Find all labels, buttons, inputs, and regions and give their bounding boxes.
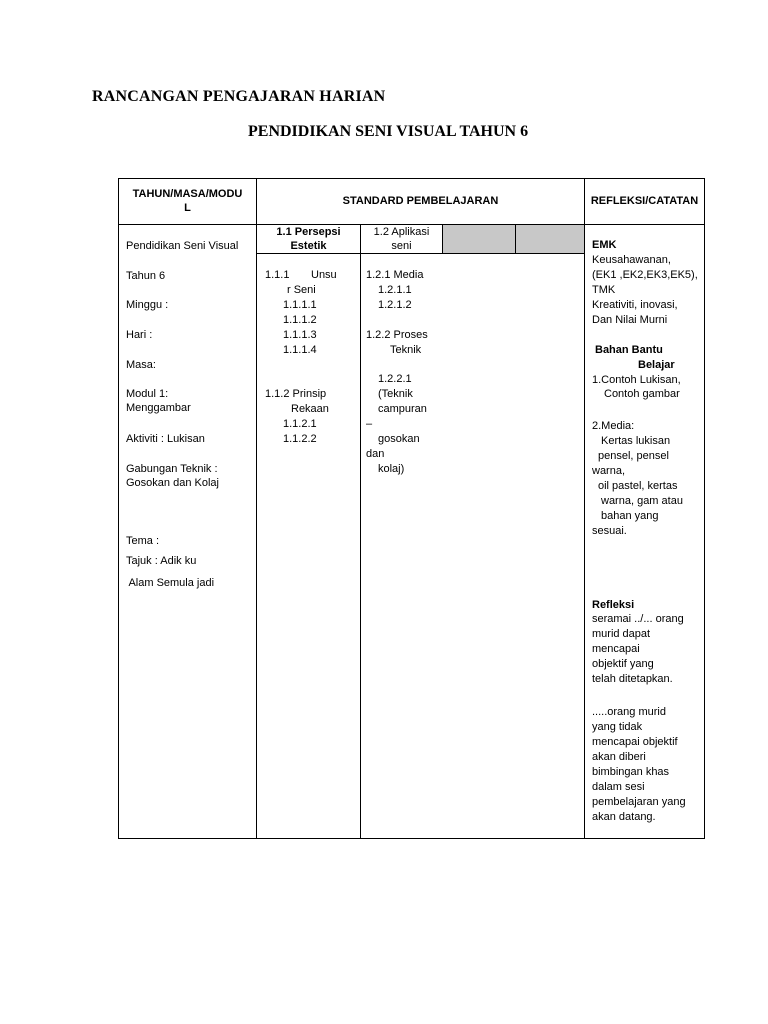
standard-code: 1.1.1 xyxy=(265,269,290,281)
emk-text: Dan Nilai Murni xyxy=(592,314,668,326)
refleksi-text: mencapai xyxy=(592,643,640,655)
subcolumn-rule xyxy=(360,224,361,839)
refleksi-text: dalam sesi xyxy=(592,781,645,793)
standard-text: gosokan xyxy=(378,433,420,445)
subheader-aplikasi-seni: 1.2 Aplikasi seni xyxy=(373,226,430,252)
column-rule xyxy=(256,178,257,839)
table-border-right xyxy=(704,178,705,839)
media-text: oil pastel, kertas xyxy=(598,480,678,492)
media-text: Kertas lukisan xyxy=(601,435,671,447)
refleksi-text: akan datang. xyxy=(592,811,656,823)
document-title: RANCANGAN PENGAJARAN HARIAN xyxy=(92,88,386,105)
standard-text: dan xyxy=(366,448,385,460)
technique-text: Gabungan Teknik : Gosokan dan Kolaj xyxy=(126,463,219,489)
year-text: Tahun 6 xyxy=(126,270,166,282)
module-text: Modul 1: Menggambar xyxy=(126,388,191,414)
standard-text: Teknik xyxy=(390,344,422,356)
bahan-text: 1.Contoh Lukisan, xyxy=(592,374,681,386)
bahan-bantu-label: Belajar xyxy=(638,359,675,371)
standard-code: 1.1.1.1 xyxy=(283,299,317,311)
media-text: sesuai. xyxy=(592,525,627,537)
header-refleksi-catatan: REFLEKSI/CATATAN xyxy=(590,195,699,207)
empty-header-cell xyxy=(516,225,584,253)
header-tahun-masa-modul: TAHUN/MASA/MODU L xyxy=(132,188,243,214)
bahan-text: Contoh gambar xyxy=(604,388,680,400)
column-rule xyxy=(584,178,585,839)
standard-code: 1.1.1.4 xyxy=(283,344,317,356)
standard-text: campuran xyxy=(378,403,427,415)
table-border-top xyxy=(118,178,705,179)
subcolumn-rule xyxy=(442,224,443,254)
standard-code: 1.1.1.3 xyxy=(283,329,317,341)
subject-text: Pendidikan Seni Visual xyxy=(126,240,239,252)
media-text: 2.Media: xyxy=(592,420,635,432)
media-text: pensel, pensel xyxy=(598,450,669,462)
refleksi-text: objektif yang xyxy=(592,658,654,670)
standard-text: (Teknik xyxy=(378,388,413,400)
refleksi-text: pembelajaran yang xyxy=(592,796,686,808)
standard-text: – xyxy=(366,418,373,430)
standard-code: 1.2.1.2 xyxy=(378,299,412,311)
standard-text: Unsu xyxy=(311,269,337,281)
subheader-persepsi-estetik: 1.1 Persepsi Estetik xyxy=(276,226,341,252)
emk-text: Keusahawanan, xyxy=(592,254,671,266)
time-text: Masa: xyxy=(126,359,156,371)
emk-label: EMK xyxy=(592,239,617,251)
refleksi-text: yang tidak xyxy=(592,721,643,733)
refleksi-text: akan diberi xyxy=(592,751,646,763)
standard-text: 1.1.2 Prinsip xyxy=(265,388,327,400)
emk-text: (EK1 ,EK2,EK3,EK5), xyxy=(592,269,698,281)
refleksi-label: Refleksi xyxy=(592,599,635,611)
standard-code: 1.1.1.2 xyxy=(283,314,317,326)
standard-text: Rekaan xyxy=(291,403,329,415)
media-text: warna, gam atau xyxy=(601,495,683,507)
table-border-left xyxy=(118,178,119,839)
standard-text: kolaj) xyxy=(378,463,405,475)
refleksi-text: telah ditetapkan. xyxy=(592,673,673,685)
standard-text: r Seni xyxy=(287,284,316,296)
week-text: Minggu : xyxy=(126,299,169,311)
refleksi-text: murid dapat xyxy=(592,628,651,640)
subheader-rule xyxy=(256,253,585,254)
standard-code: 1.2.2.1 xyxy=(378,373,412,385)
table-border-bottom xyxy=(118,838,705,839)
standard-code: 1.1.2.1 xyxy=(283,418,317,430)
media-text: warna, xyxy=(592,465,626,477)
header-standard-pembelajaran: STANDARD PEMBELAJARAN xyxy=(342,195,499,207)
standard-text: 1.2.2 Proses xyxy=(366,329,428,341)
standard-code: 1.1.2.2 xyxy=(283,433,317,445)
emk-text: Kreativiti, inovasi, xyxy=(592,299,678,311)
standard-code: 1.2.1.1 xyxy=(378,284,412,296)
refleksi-text: bimbingan khas xyxy=(592,766,670,778)
refleksi-text: .....orang murid xyxy=(592,706,666,718)
activity-text: Aktiviti : Lukisan xyxy=(126,433,205,445)
media-text: bahan yang xyxy=(601,510,659,522)
emk-text: TMK xyxy=(592,284,616,296)
subcolumn-rule xyxy=(515,224,516,254)
empty-header-cell xyxy=(443,225,515,253)
standard-text: 1.2.1 Media xyxy=(366,269,424,281)
refleksi-text: seramai ../... orang xyxy=(592,613,684,625)
refleksi-text: mencapai objektif xyxy=(592,736,678,748)
topic-text: Tajuk : Adik ku xyxy=(126,555,197,567)
document-subtitle: PENDIDIKAN SENI VISUAL TAHUN 6 xyxy=(248,123,529,140)
day-text: Hari : xyxy=(126,329,153,341)
bahan-bantu-label: Bahan Bantu xyxy=(595,344,663,356)
theme-text: Tema : Alam Semula jadi xyxy=(126,535,215,589)
